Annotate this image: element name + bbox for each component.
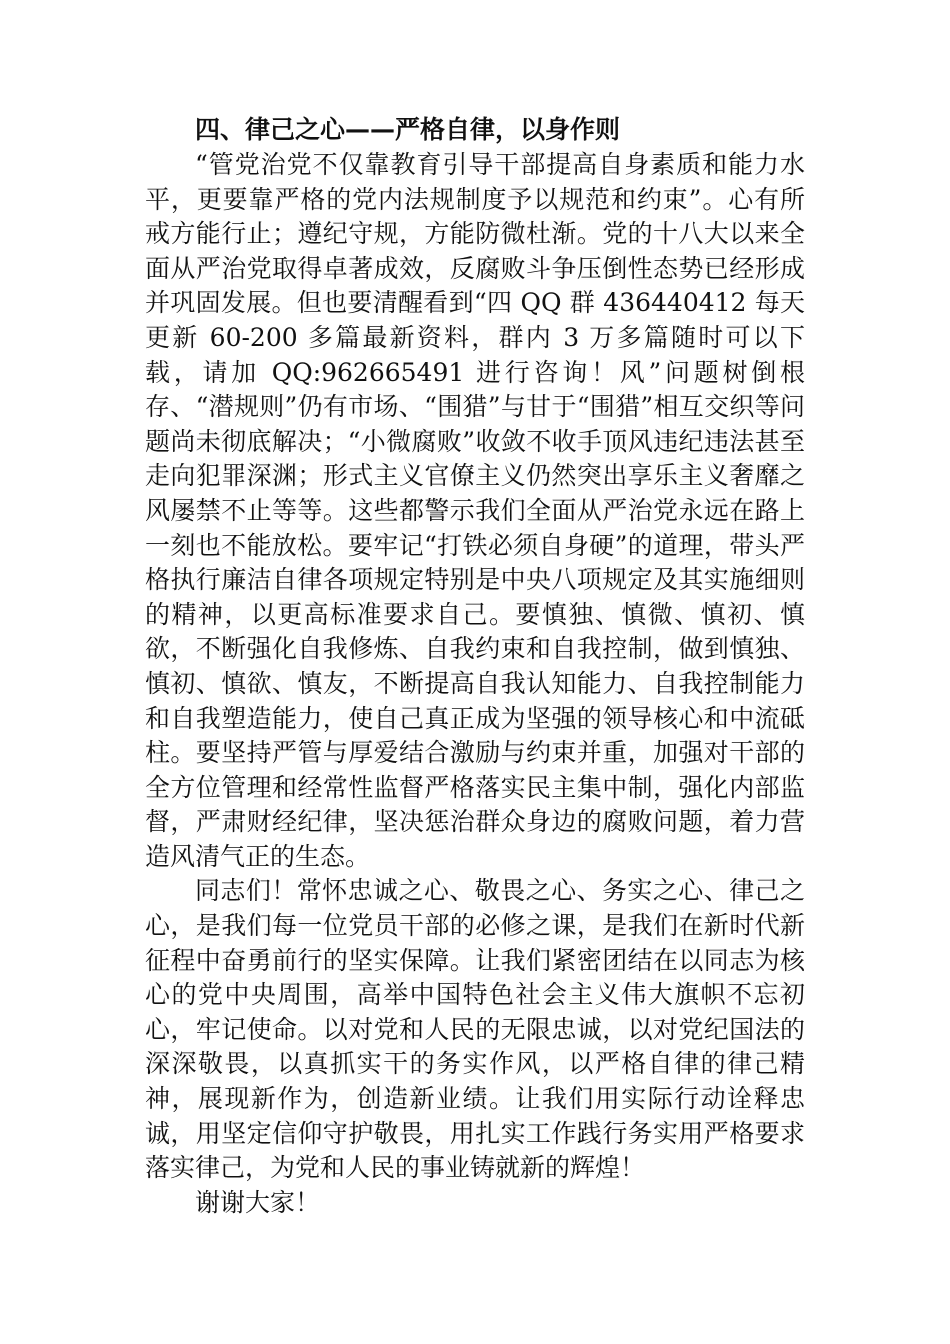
paragraph-self-discipline: “管党治党不仅靠教育引导干部提高自身素质和能力水平，更要靠严格的党内法规制度予以规范和约束”。心有所戒方能行止；遵纪守规，方能防微杜渐。党的十八大以来全面从严治党取得卓著成效，反腐败斗争压倒性态势已经形成并巩固发展。但也要清醒看到“四 QQ 群 436440412 每天更新 60-200 多篇最新资料，群内 3 万多篇随时可以下载，请加 QQ:962665491 进行咨询！风”问题树倒根存、“潜规则”仍有市场、“围猎”与甘于“围猎”相互交织等问题尚未彻底解决；“小微腐败”收敛不收手顶风违纪违法甚至走向犯罪深渊；形式主义官僚主义仍然突出享乐主义奢靡之风屡禁不止等等。这些都警示我们全面从严治党永远在路上一刻也不能放松。要牢记“打铁必须自身硬”的道理，带头严格执行廉洁自律各项规定特别是中央八项规定及其实施细则的精神，以更高标准要求自己。要慎独、慎微、慎初、慎欲，不断强化自我修炼、自我约束和自我控制，做到慎独、慎初、慎欲、慎友，不断提高自我认知能力、自我控制能力和自我塑造能力，使自己真正成为坚强的领导核心和中流砥柱。要坚持严管与厚爱结合激励与约束并重，加强对干部的全方位管理和经常性监督严格落实民主集中制，强化内部监督，严肃财经纪律，坚决惩治群众身边的腐败问题，着力营造风清气正的生态。 <box>145 150 805 871</box>
document-page <box>145 112 805 1220</box>
closing-thanks: 谢谢大家！ <box>195 1187 321 1217</box>
section-heading: 四、律己之心——严格自律，以身作则 <box>195 115 621 144</box>
paragraph-conclusion: 同志们！常怀忠诚之心、敬畏之心、务实之心、律己之心，是我们每一位党员干部的必修之课，是我们在新时代新征程中奋勇前行的坚实保障。让我们紧密团结在以同志为核心的党中央周围，高举中国特色社会主义伟大旗帜不忘初心，牢记使命。以对党和人民的无限忠诚，以对党纪国法的深深敬畏，以真抓实干的务实作风，以严格自律的律己精神，展现新作为，创造新业绩。让我们用实际行动诠释忠诚，用坚定信仰守护敬畏，用扎实工作践行务实用严格要求落实律己，为党和人民的事业铸就新的辉煌！ <box>145 876 805 1183</box>
